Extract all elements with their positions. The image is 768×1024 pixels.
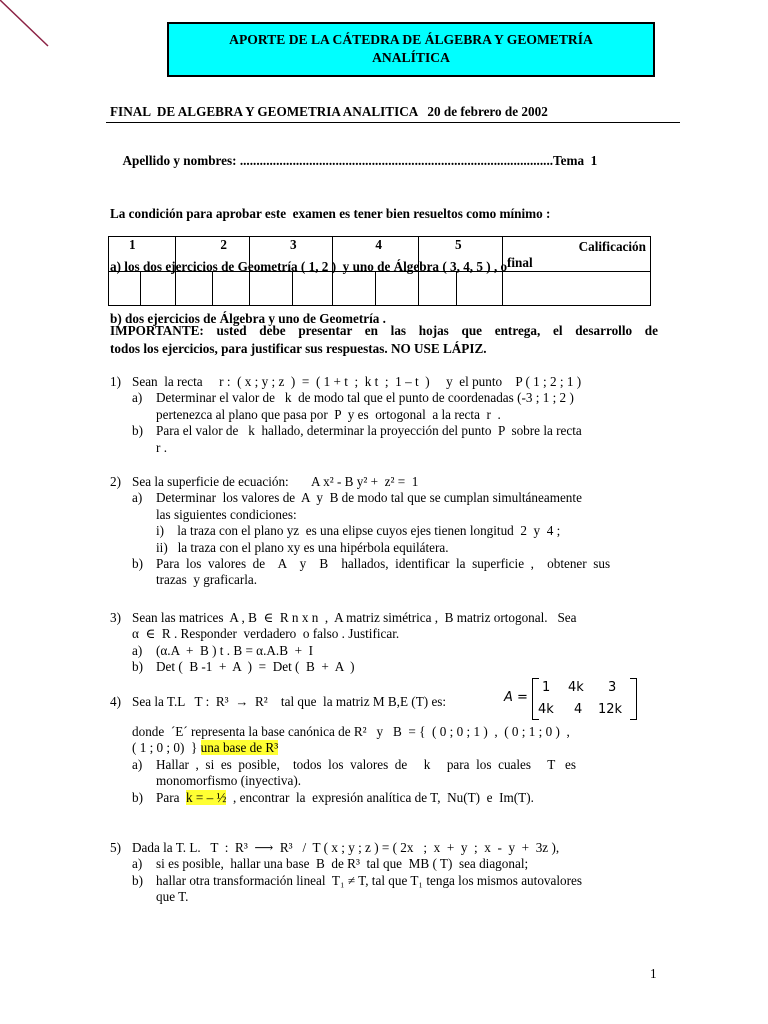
grade-cell[interactable]	[141, 272, 176, 306]
question-stem: Sea la T.L T : R³ → R² tal que la matriz M B,E (T) es:	[132, 694, 447, 709]
item-label: a)	[132, 390, 143, 406]
sub-item-text: i) la traza con el plano yz es una elipse cuyos ejes tienen longitud 2 y 4 ;	[156, 523, 561, 539]
table-header-cell: 3	[250, 237, 333, 272]
item-text: las siguientes condiciones:	[156, 506, 297, 522]
header-line-2: ANALÍTICA	[372, 50, 450, 65]
item-label: b)	[132, 423, 143, 439]
grade-cell[interactable]	[293, 272, 333, 306]
name-label: Apellido y nombres:	[122, 153, 240, 168]
matrix-cell: 4	[574, 702, 583, 717]
item-text: Det ( B -1 + A ) = Det ( B + A )	[156, 659, 355, 675]
question-stem: Sean las matrices A , B ∈ R n x n , A matriz simétrica , B matriz ortogonal. Sea	[132, 610, 577, 625]
item-label: a)	[132, 642, 143, 658]
question-number: 3)	[110, 610, 121, 625]
final-label: final	[507, 255, 533, 270]
item-text: que T.	[156, 889, 189, 905]
question-4-body	[110, 724, 658, 806]
grade-cell[interactable]	[457, 272, 503, 306]
question-number: 1)	[110, 374, 121, 389]
grade-cell[interactable]	[250, 272, 293, 306]
title-rule	[106, 122, 680, 123]
matrix-cell: 1	[542, 680, 551, 695]
important-block	[110, 322, 658, 358]
important-line: IMPORTANTE: usted debe presentar en las hojas que entrega, el desarrollo de	[110, 323, 658, 338]
matrix-cell: 3	[608, 680, 617, 695]
matrix-cell: 4k	[538, 702, 554, 717]
item-text: hallar otra transformación lineal T₁ ≠ T, tal que T₁ tenga los mismos autovalores	[156, 872, 582, 888]
header-line-1: APORTE DE LA CÁTEDRA DE ÁLGEBRA Y GEOMETRÍA	[229, 32, 593, 47]
item-label: a)	[132, 856, 143, 872]
item-label: a)	[132, 490, 143, 506]
b-suffix: , encontrar la expresión analítica de T, Nu(T) e Im(T).	[226, 789, 534, 805]
item-text: trazas y graficarla.	[156, 572, 258, 588]
table-header-cell: 1	[109, 237, 176, 272]
question-stem: Sea la superficie de ecuación: A x² - B y² + z² = 1	[132, 474, 419, 489]
condition-line: a) los dos ejercicios de Geometría ( 1, 2 ) y uno de Álgebra ( 3, 4, 5 ) , o	[110, 258, 508, 274]
grade-cell[interactable]	[109, 272, 141, 306]
item-text: pertenezca al plano que pasa por P y es ortogonal a la recta r .	[156, 406, 501, 422]
matrix-cell: 4k	[568, 680, 584, 695]
grade-table	[108, 236, 650, 306]
corner-line-decoration	[0, 0, 60, 60]
item-text: Para los valores de A y B hallados, identificar la superficie , obtener sus	[156, 555, 611, 571]
grade-cell[interactable]	[419, 272, 457, 306]
question-stem: Dada la T. L. T : R³ ⟶ R³ / T ( x ; y ; z ) = ( 2x ; x + y ; x - y + 3z ),	[132, 840, 560, 855]
page-number: 1	[650, 966, 657, 981]
item-label: a)	[132, 756, 143, 772]
question-text	[132, 740, 278, 756]
table-header-cell: 5	[419, 237, 503, 272]
name-dots: ...............................................................................................	[239, 153, 554, 168]
table-header-cell: 4	[333, 237, 419, 272]
item-label: b)	[132, 872, 143, 888]
item-text: Determinar el valor de k de modo tal que el punto de coordenadas (-3 ; 1 ; 2 )	[156, 390, 574, 406]
item-text: Para el valor de k hallado, determinar la proyección del punto P sobre la recta	[156, 423, 582, 439]
question-number: 5)	[110, 840, 121, 855]
table-header-final	[503, 237, 651, 272]
question-1	[110, 374, 658, 456]
question-stem: Sean la recta r : ( x ; y ; z ) = ( 1 + t ; k t ; 1 – t ) y el punto P ( 1 ; 2 ; 1 )	[132, 374, 582, 389]
item-text: Hallar , si es posible, todos los valores de k para los cuales T es	[156, 756, 576, 772]
final-grade-cell[interactable]	[503, 272, 651, 306]
item-text: Determinar los valores de A y B de modo tal que se cumplan simultáneamente	[156, 490, 582, 506]
header-box	[167, 22, 655, 77]
tema-label: Tema 1	[553, 153, 598, 168]
question-3	[110, 610, 658, 676]
item-label: b)	[132, 789, 143, 805]
calificacion-label: Calificación	[578, 239, 646, 254]
basis-text: ( 1 ; 0 ; 0) }	[132, 740, 201, 756]
matrix-right-bracket	[630, 678, 637, 720]
question-5	[110, 840, 658, 906]
item-text: r .	[156, 439, 167, 455]
item-text: monomorfismo (inyectiva).	[156, 773, 302, 789]
condition-line: La condición para aprobar este examen es tener bien resueltos como mínimo :	[110, 206, 551, 221]
matrix-label: A =	[504, 690, 528, 705]
item-label: b)	[132, 555, 143, 571]
highlighted-text: una base de R³	[200, 740, 279, 756]
grade-cell[interactable]	[176, 272, 213, 306]
matrix-cell: 12k	[598, 702, 623, 717]
highlighted-k-value: k = – ½	[186, 789, 227, 805]
item-text: si es posible, hallar una base B de R³ tal que MB ( T) sea diagonal;	[156, 856, 529, 872]
matrix-a	[504, 678, 640, 720]
important-line: todos los ejercicios, para justificar sus respuestas. NO USE LÁPIZ.	[110, 341, 487, 356]
table-header-row	[109, 237, 651, 272]
question-text: donde ´E´ representa la base canónica de R² y B = { ( 0 ; 0 ; 1 ) , ( 0 ; 1 ; 0 ) ,	[132, 724, 570, 739]
grade-cell[interactable]	[213, 272, 250, 306]
table-grade-row	[109, 272, 651, 306]
grade-cell[interactable]	[333, 272, 376, 306]
exam-title: FINAL DE ALGEBRA Y GEOMETRIA ANALITICA 20 de febrero de 2002	[110, 104, 548, 119]
question-2	[110, 474, 658, 589]
condition-line: b) dos ejercicios de Álgebra y uno de Geometría .	[110, 311, 386, 326]
b-prefix: Para	[156, 789, 187, 805]
table-header-cell: 2	[176, 237, 250, 272]
item-text	[156, 790, 534, 806]
question-number: 4)	[110, 694, 121, 709]
question-stem: α ∈ R . Responder verdadero o falso . Justificar.	[132, 626, 400, 642]
question-number: 2)	[110, 474, 121, 489]
sub-item-text: ii) la traza con el plano xy es una hipérbola equilátera.	[156, 539, 449, 555]
item-label: b)	[132, 659, 143, 675]
grade-cell[interactable]	[376, 272, 419, 306]
item-text: (α.A + B ) t . B = α.A.B + I	[156, 642, 314, 658]
